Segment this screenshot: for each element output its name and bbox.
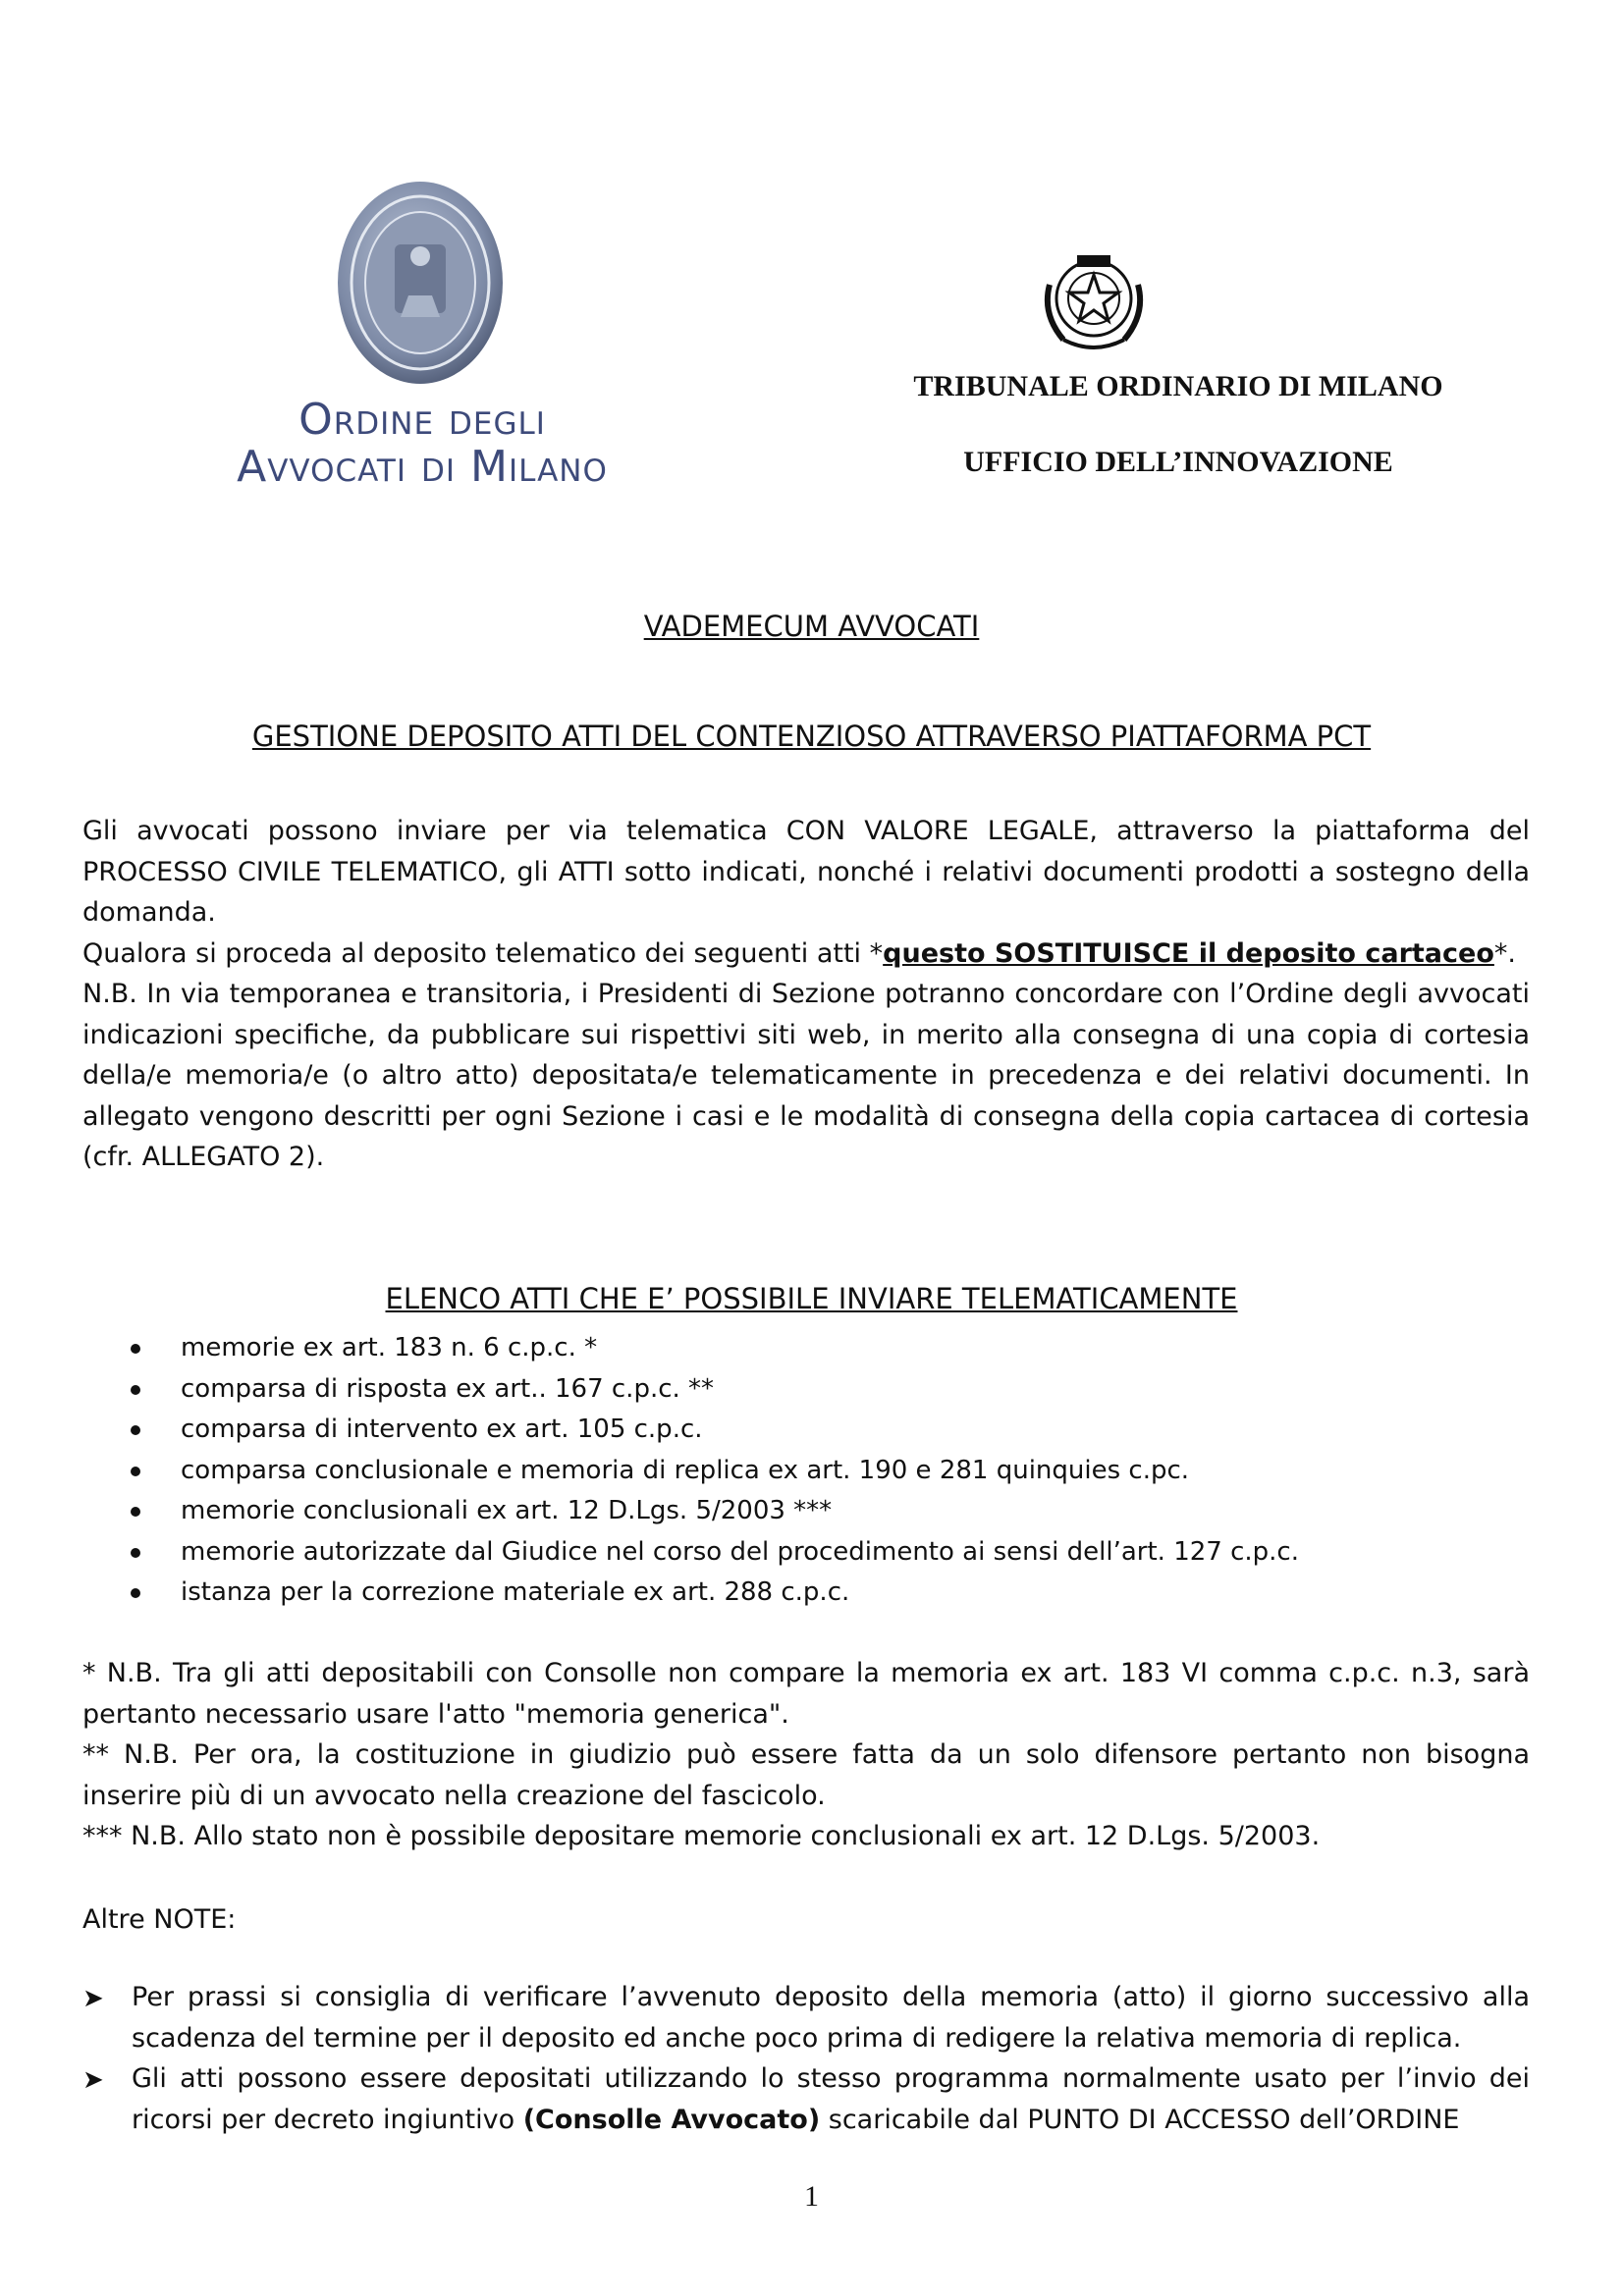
list-item [126,1369,1540,1411]
nb-paragraph: N.B. In via temporanea e transitoria, i Presidenti di Sezione potranno concordare con l’Ordine degli avvocati indicazioni specifiche, da pubblicare sui rispettivi siti web, in merito alla consegna di una copia di cortesia della/e memoria/e (o altro atto) depositata/e telematicamente in precedenza e dei relativi documenti. In allegato vengono descritti per ogni Sezione i casi e le modalità di consegna della copia cartacea di cortesia (cfr. ALLEGATO 2). [82,979,1530,1172]
list-item [126,1410,1540,1451]
list-item-text: memorie autorizzate dal Giudice nel corso del procedimento ai sensi dell’art. 127 c.p.c. [181,1536,1299,1567]
italian-republic-emblem [1038,245,1150,355]
list-item [126,1328,1540,1369]
intro-deposit-post: *. [1493,937,1516,969]
ordine-seal-logo [336,180,505,386]
altre-note-2-bold: (Consolle Avvocato) [522,2104,821,2135]
footnote-3: *** N.B. Allo stato non è possibile depositare memorie conclusionali ex art. 12 D.Lgs. 5/2003. [82,1821,1321,1851]
altre-note-2-post: scaricabile dal PUNTO DI ACCESSO dell’ORDINE [820,2104,1460,2135]
intro-deposit-pre: Qualora si proceda al deposito telematico dei seguenti atti * [82,937,884,969]
bullet-icon [131,1344,140,1354]
list-item [126,1573,1540,1614]
list-item-text: comparsa di risposta ex art.. 167 c.p.c. ** [181,1373,715,1404]
bullet-icon [131,1588,140,1598]
altre-note-list [82,1977,1530,2140]
arrow-bullet-icon: ➤ [82,2065,104,2095]
altre-note-1: Per prassi si consiglia di verificare l’avvenuto deposito della memoria (atto) il giorno successivo alla scadenza del termine per il deposito ed anche poco prima di redigere la relativa memoria di replica. [132,1982,1530,2054]
bullet-icon [131,1425,140,1435]
list-item-text: istanza per la correzione materiale ex art. 288 c.p.c. [181,1577,850,1607]
bullet-icon [131,1548,140,1558]
bullet-icon [131,1467,140,1476]
intro-paragraph: Gli avvocati possono inviare per via telematica CON VALORE LEGALE, attraverso la piattaforma del PROCESSO CIVILE TELEMATICO, gli ATTI sotto indicati, nonché i relativi documenti prodotti a sostegno della domanda. [82,816,1530,928]
intro-deposit-note [82,934,1530,975]
bullet-icon [131,1385,140,1395]
list-item [82,2058,1530,2140]
list-item [82,1977,1530,2058]
court-office: UFFICIO DELL’INNOVAZIONE [963,446,1393,478]
altre-note-2-pre: Gli atti possono essere depositati utilizzando lo stesso programma normalmente usato per l’invio dei ricorsi per decreto ingiuntivo [132,2063,1530,2135]
page-number: 1 [804,2180,819,2213]
court-title: TRIBUNALE ORDINARIO DI MILANO [913,370,1443,402]
title-gestione: GESTIONE DEPOSITO ATTI DEL CONTENZIOSO ATTRAVERSO PIATTAFORMA PCT [251,720,1372,753]
footnotes [82,1653,1530,1857]
ordine-logo-line2: Avvocati di Milano [237,442,608,492]
arrow-bullet-icon: ➤ [82,1984,104,2013]
footnote-2: ** N.B. Per ora, la costituzione in giudizio può essere fatta da un solo difensore pertanto non bisogna inserire più di un avvocato nella creazione del fascicolo. [82,1739,1530,1811]
atti-list [126,1328,1540,1614]
list-item-text: comparsa di intervento ex art. 105 c.p.c. [181,1415,703,1444]
footnote-1: * N.B. Tra gli atti depositabili con Consolle non compare la memoria ex art. 183 VI comma c.p.c. n.3, sarà pertanto necessario usare l'atto "memoria generica". [82,1658,1530,1730]
list-item-text: memorie ex art. 183 n. 6 c.p.c. * [181,1333,598,1362]
title-elenco: ELENCO ATTI CHE E’ POSSIBILE INVIARE TELEMATICAMENTE [385,1282,1238,1315]
altre-note-label: Altre NOTE: [82,1904,237,1935]
list-item [126,1451,1540,1492]
ordine-logo-text [177,397,668,491]
intro-deposit-emphasis: questo SOSTITUISCE il deposito cartaceo [883,937,1494,969]
list-item-text: memorie conclusionali ex art. 12 D.Lgs. 5/2003 *** [181,1496,833,1525]
title-vademecum: VADEMECUM AVVOCATI [643,610,980,643]
bullet-icon [131,1507,140,1517]
ordine-logo-line1: Ordine degli [298,395,546,445]
list-item [126,1491,1540,1532]
intro-section [82,811,1530,974]
list-item-text: comparsa conclusionale e memoria di replica ex art. 190 e 281 quinquies c.pc. [181,1455,1190,1485]
list-item [126,1532,1540,1574]
